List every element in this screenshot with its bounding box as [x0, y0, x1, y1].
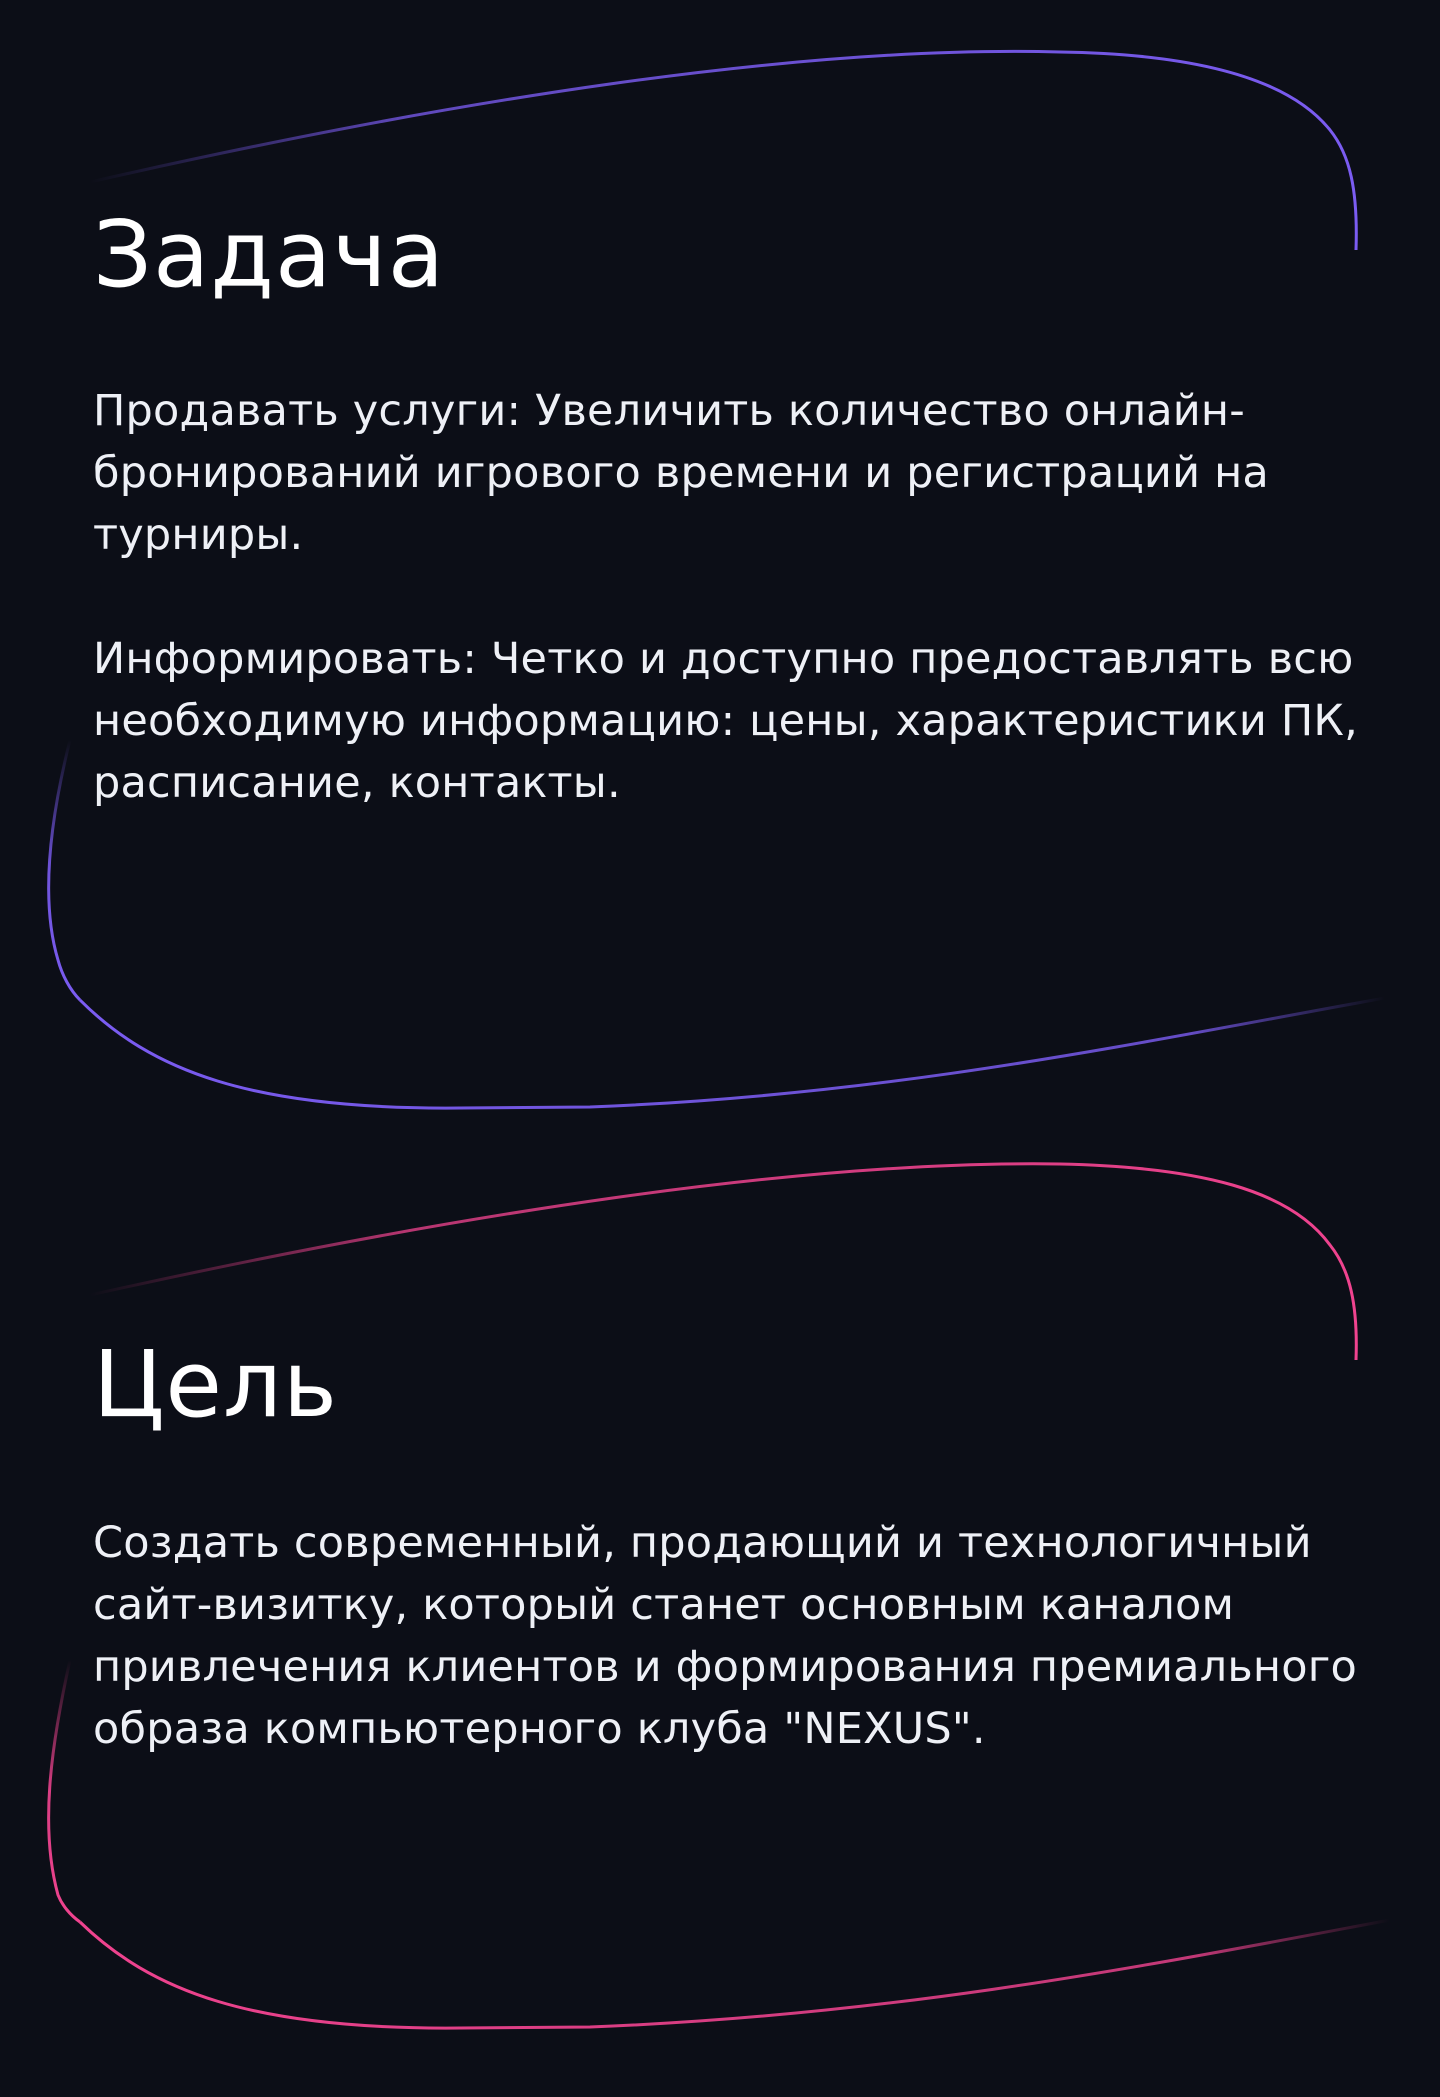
goal-outline-bottom-curve	[80, 1920, 1390, 2028]
task-paragraph-inform: Информировать: Четко и доступно предоставлять всю необходимую информацию: цены, характеристики ПК, расписание, контакты.	[93, 634, 1358, 808]
task-paragraph-sell: Продавать услуги: Увеличить количество онлайн-бронирований игрового времени и регистраций на турниры.	[93, 386, 1269, 560]
goal-outline-left-curve	[49, 1660, 80, 1922]
task-outline-left-curve	[49, 740, 80, 1000]
task-section	[93, 200, 1373, 814]
task-heading: Задача	[93, 201, 446, 308]
goal-heading: Цель	[93, 1331, 339, 1438]
goal-paragraph: Создать современный, продающий и технологичный сайт-визитку, который станет основным каналом привлечения клиентов и формирования премиального образа компьютерного клуба "NEXUS".	[93, 1518, 1358, 1754]
goal-section	[93, 1330, 1373, 1760]
task-outline-bottom-curve	[80, 998, 1385, 1108]
